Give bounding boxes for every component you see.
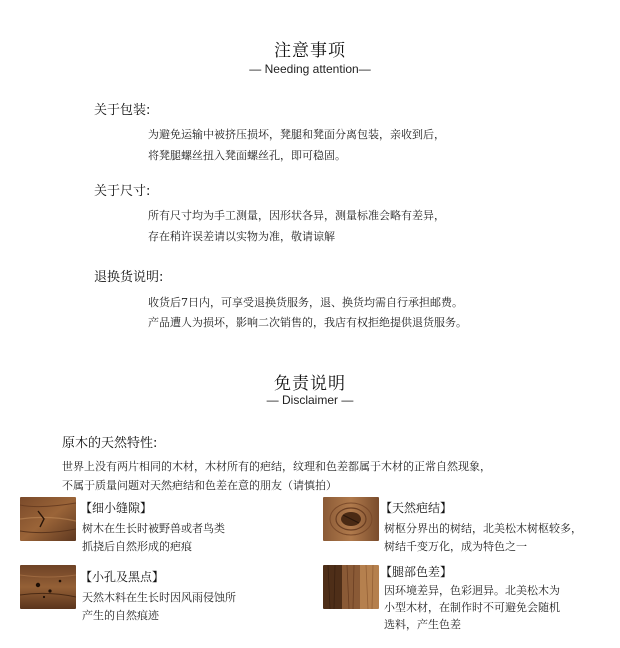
wood-crack-image [20,497,76,541]
section-heading-size: 关于尺寸: [94,184,151,199]
size-line-1: 所有尺寸均为手工测量，因形状各异，测量标准会略有差异， [148,209,445,222]
wood-holes-image [20,565,76,609]
item-title-holes: 【小孔及黑点】 [80,570,165,584]
item-title-color-difference: 【腿部色差】 [380,565,453,579]
item-crack-line-1: 树木在生长时被野兽或者鸟类 [82,522,225,535]
returns-line-1: 收货后7日内，可享受退换货服务，退、换货均需自行承担邮费。 [148,296,463,309]
item-holes-line-1: 天然木料在生长时因风雨侵蚀所 [82,591,236,604]
disclaimer-heading: 原木的天然特性: [62,436,158,451]
item-holes-line-2: 产生的自然痕迹 [82,609,159,622]
item-knot-line-2: 树结千变万化，成为特色之一 [384,540,527,553]
packaging-line-1: 为避免运输中被挤压损坏，凳腿和凳面分离包装，亲收到后， [148,128,445,141]
packaging-line-2: 将凳腿螺丝扭入凳面螺丝孔，即可稳固。 [148,149,346,162]
disclaimer-intro-2: 不属于质量问题对天然疤结和色差在意的朋友（请慎拍） [62,479,337,492]
item-crack-line-2: 抓挠后自然形成的疤痕 [82,540,192,553]
item-title-crack: 【细小缝隙】 [80,501,153,515]
item-color-line-1: 因环境差异，色彩迥异。北美松木为 [384,584,560,597]
disclaimer-title: 免责说明 [274,374,346,394]
size-line-2: 存在稍许误差请以实物为准，敬请谅解 [148,230,335,243]
disclaimer-subtitle: — Disclaimer — [266,393,354,407]
item-title-knot: 【天然疤结】 [380,501,453,515]
attention-subtitle: — Needing attention— [249,62,371,76]
wood-knot-image [323,497,379,541]
returns-line-2: 产品遭人为损坏，影响二次销售的，我店有权拒绝提供退货服务。 [148,316,467,329]
item-color-line-2: 小型木材，在制作时不可避免会随机 [384,601,560,614]
disclaimer-intro-1: 世界上没有两片相同的木材，木材所有的疤结，纹理和色差都属于木材的正常自然现象， [62,460,491,473]
item-color-line-3: 选料，产生色差 [384,618,461,631]
item-knot-line-1: 树枢分界出的树结，北美松木树枢较多， [384,522,582,535]
attention-title: 注意事项 [274,41,346,61]
wood-color-difference-image [323,565,379,609]
section-heading-returns: 退换货说明: [94,270,164,285]
section-heading-packaging: 关于包装: [94,103,151,118]
